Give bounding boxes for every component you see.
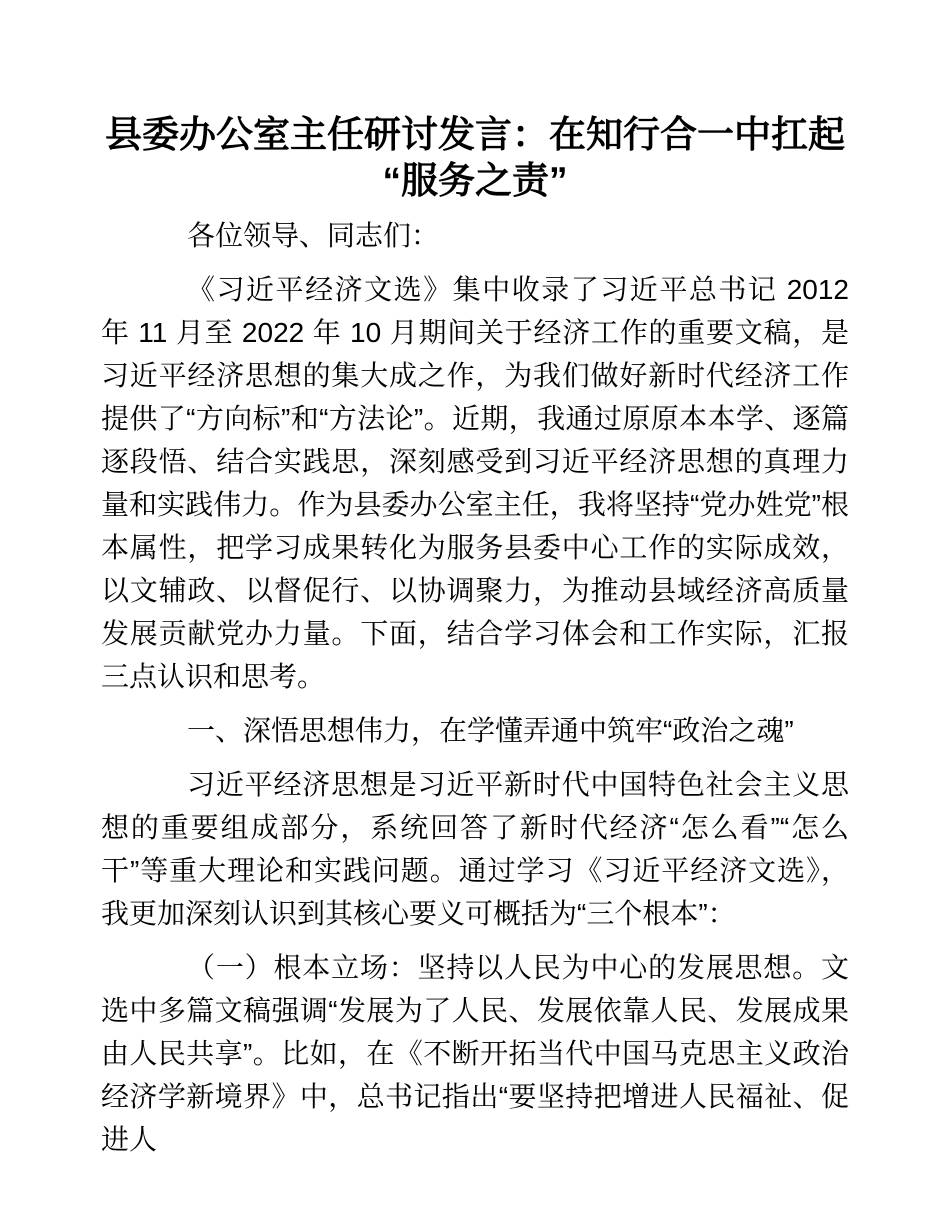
document-title (101, 112, 849, 204)
section-heading-1: 一、深悟思想伟力，在学懂弄通中筑牢“政治之魂” (187, 715, 794, 746)
paragraph-section1-overview: 习近平经济思想是习近平新时代中国特色社会主义思想的重要组成部分，系统回答了新时代经济“怎么看”“怎么干”等重大理论和实践问题。通过学习《习近平经济文选》，我更加深刻认识到其核心要义可概括为“三个根本”： (101, 769, 849, 929)
document-title-line-1: 县委办公室主任研讨发言：在知行合一中扛起 (105, 114, 845, 155)
paragraph-salutation: 各位领导、同志们： (187, 220, 440, 251)
paragraph-point-1-fundamental-stance: （一）根本立场：坚持以人民为中心的发展思想。文选中多篇文稿强调“发展为了人民、发展依靠人民、发展成果由人民共享”。比如，在《不断开拓当代中国马克思主义政治经济学新境界》中，总书记指出“要坚持把增进人民福祉、促进人 (101, 952, 849, 1155)
document-title-line-2: “服务之责” (382, 160, 568, 201)
paragraph-introduction: 《习近平经济文选》集中收录了习近平总书记 2012 年 11 月至 2022 年 10 月期间关于经济工作的重要文稿，是习近平经济思想的集大成之作，为我们做好新时代经济工作提供了“方向标”和“方法论”。近期，我通过原原本本学、逐篇逐段悟、结合实践思，深刻感受到习近平经济思想的真理力量和实践伟力。作为县委办公室主任，我将坚持“党办姓党”根本属性，把学习成果转化为服务县委中心工作的实际成效，以文辅政、以督促行、以协调聚力，为推动县域经济高质量发展贡献党办力量。下面，结合学习体会和工作实际，汇报三点认识和思考。 (101, 274, 849, 692)
